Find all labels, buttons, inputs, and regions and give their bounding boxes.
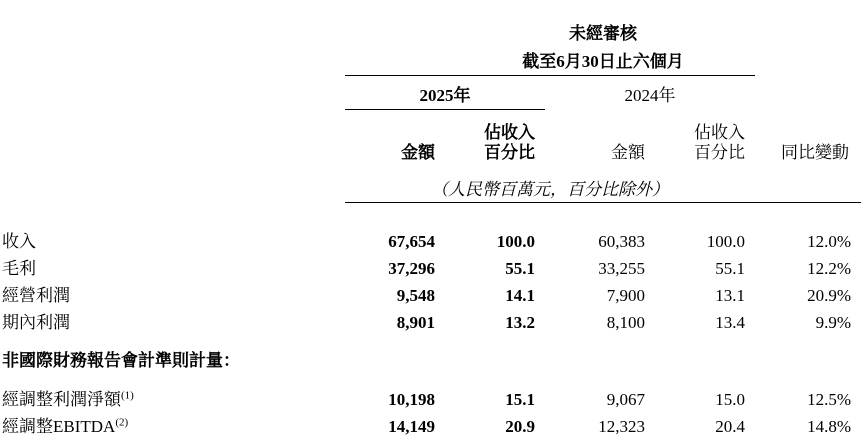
row-amount-2024-profit-for-period: 8,100: [606, 313, 645, 332]
row-yoy-profit-for-period: 9.9%: [815, 313, 852, 332]
year-2025-label: 2025年: [419, 86, 471, 105]
col-percent-2025: [445, 110, 545, 168]
row-amount-2025-revenue: 67,654: [388, 232, 435, 251]
row-percent-2025-operating-profit: 14.1: [505, 286, 535, 305]
row-percent-2024-profit-for-period: 13.4: [715, 313, 745, 332]
empty-cell: [0, 16, 345, 46]
col-yoy: [755, 110, 861, 168]
row-amount-2024-adjusted-ebitda: 12,323: [598, 417, 645, 436]
empty-cell: [755, 168, 861, 202]
col-amount-2025: [345, 110, 445, 168]
row-amount-2024-operating-profit: 7,900: [606, 286, 645, 305]
row-percent-2025-adjusted-net-profit: 15.1: [505, 390, 535, 409]
row-percent-2024-operating-profit: 13.1: [715, 286, 745, 305]
row-label-profit-for-period: 期內利潤: [2, 313, 70, 332]
financial-summary-table: [0, 16, 861, 437]
row-amount-2025-gross-profit: 37,296: [388, 259, 435, 278]
period-header-row: [0, 46, 861, 75]
footnote-marker-2: (2): [115, 416, 129, 429]
empty-cell: [0, 110, 345, 168]
empty-cell: [0, 168, 345, 202]
row-label-adjusted-ebitda-text: 經調整EBITDA: [2, 417, 116, 436]
table-row: [0, 410, 861, 437]
spacer-after-section: [0, 371, 861, 383]
table-row: [0, 306, 861, 333]
row-percent-2024-adjusted-ebitda: 20.4: [715, 417, 745, 436]
units-note: （人民幣百萬元，百分比除外）: [431, 180, 669, 199]
table-row: [0, 252, 861, 279]
row-yoy-operating-profit: 20.9%: [807, 286, 852, 305]
row-percent-2024-revenue: 100.0: [706, 232, 745, 251]
row-amount-2025-adjusted-net-profit: 10,198: [388, 390, 435, 409]
year-header-row: [0, 76, 861, 109]
section-heading-row: [0, 333, 861, 371]
row-percent-2024-adjusted-net-profit: 15.0: [715, 390, 745, 409]
col-amount-2024-label: 金額: [611, 143, 645, 163]
unaudited-label: 未經審核: [569, 24, 638, 43]
empty-cell: [755, 76, 861, 109]
row-amount-2024-gross-profit: 33,255: [598, 259, 645, 278]
row-percent-2025-adjusted-ebitda: 20.9: [505, 417, 535, 436]
year-2024-label: 2024年: [624, 86, 676, 105]
row-yoy-adjusted-ebitda: 14.8%: [807, 417, 852, 436]
row-amount-2024-revenue: 60,383: [598, 232, 645, 251]
row-label-adjusted-ebitda: [0, 410, 345, 437]
row-percent-2025-revenue: 100.0: [496, 232, 535, 251]
row-percent-2025-profit-for-period: 13.2: [505, 313, 535, 332]
empty-cell: [0, 46, 345, 75]
row-amount-2025-profit-for-period: 8,901: [396, 313, 435, 332]
section-title-non-ifrs: 非國際財務報告會計準則計量：: [2, 351, 240, 370]
col-percent-2024-line1: 佔收入: [694, 122, 745, 142]
col-percent-2024-line2: 百分比: [694, 143, 745, 163]
row-amount-2025-operating-profit: 9,548: [396, 286, 435, 305]
footnote-marker-1: (1): [121, 389, 134, 402]
spacer-cell: [0, 371, 861, 383]
row-label-operating-profit: 經營利潤: [2, 286, 70, 305]
unaudited-header-row: [0, 16, 861, 46]
period-label: 截至6月30日止六個月: [522, 52, 684, 71]
units-note-row: [0, 168, 861, 202]
row-label-gross-profit: 毛利: [2, 259, 36, 278]
row-label-adjusted-net-profit: [0, 383, 345, 410]
table-row: [0, 279, 861, 306]
col-yoy-label: 同比變動: [781, 143, 850, 163]
col-percent-2025-line1: 佔收入: [484, 122, 535, 142]
table-row: [0, 225, 861, 252]
empty-cell: [0, 76, 345, 109]
col-amount-2024: [545, 110, 655, 168]
row-yoy-gross-profit: 12.2%: [807, 259, 852, 278]
table-row: [0, 383, 861, 410]
row-yoy-revenue: 12.0%: [807, 232, 852, 251]
col-percent-2024: [655, 110, 755, 168]
top-spacer: [0, 0, 861, 16]
row-percent-2024-gross-profit: 55.1: [715, 259, 745, 278]
col-amount-2025-label: 金額: [401, 143, 435, 163]
row-amount-2025-adjusted-ebitda: 14,149: [388, 417, 435, 436]
row-yoy-adjusted-net-profit: 12.5%: [807, 390, 852, 409]
spacer-cell: [0, 203, 861, 225]
col-percent-2025-line2: 百分比: [484, 143, 535, 163]
row-percent-2025-gross-profit: 55.1: [505, 259, 535, 278]
row-label-adjusted-net-profit-text: 經調整利潤淨額: [2, 390, 121, 409]
spacer-after-rule: [0, 203, 861, 225]
row-amount-2024-adjusted-net-profit: 9,067: [606, 390, 645, 409]
row-label-revenue: 收入: [2, 232, 36, 251]
column-header-row: [0, 110, 861, 168]
